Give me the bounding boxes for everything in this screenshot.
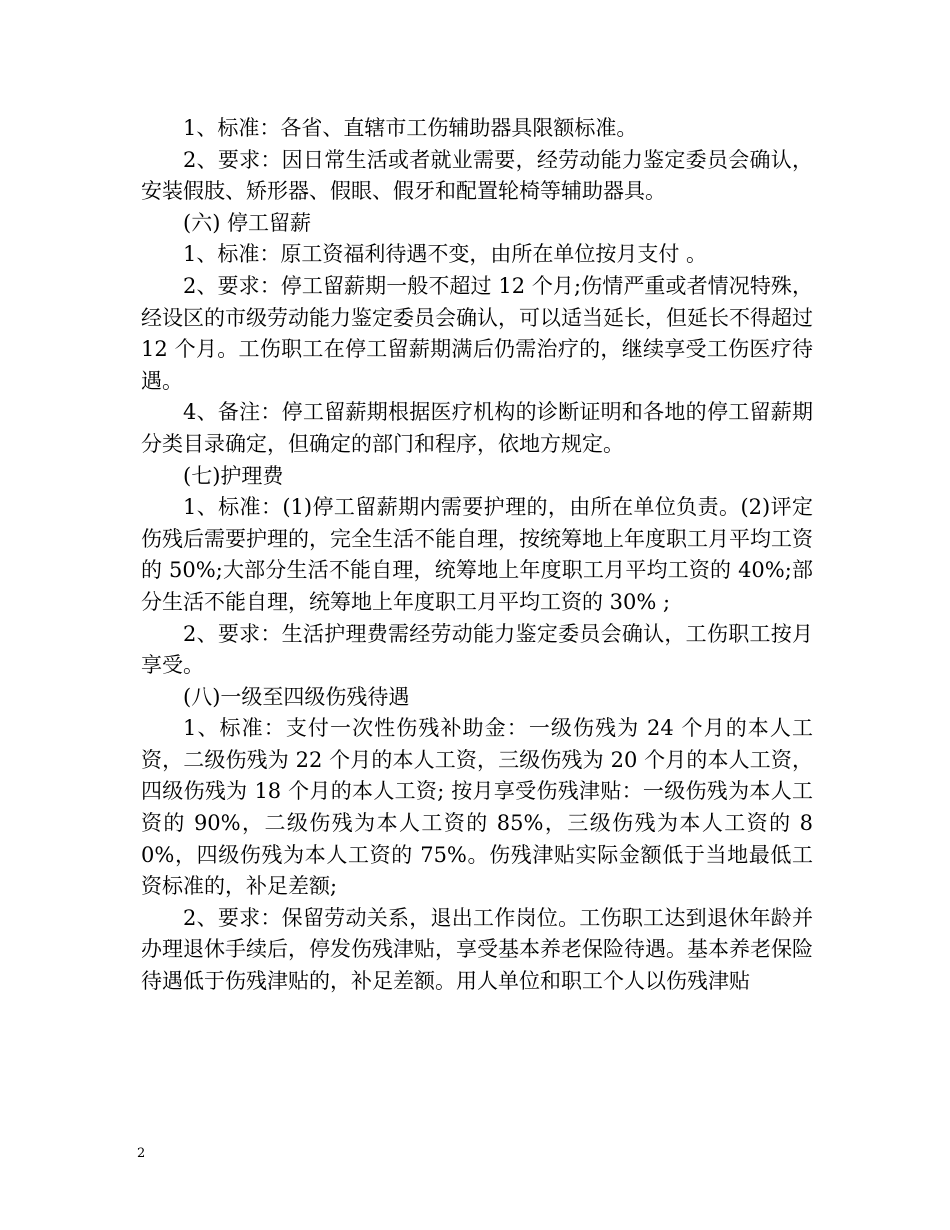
paragraph: 2、要求：保留劳动关系，退出工作岗位。工伤职工达到退休年龄并办理退休手续后，停发伤残津贴，享受基本养老保险待遇。基本养老保险待遇低于伤残津贴的，补足差额。用人单位和职工个人以伤残津贴	[141, 905, 813, 994]
paragraph: 1、标准：各省、直辖市工伤辅助器具限额标准。	[183, 116, 638, 140]
paragraph: 2、要求：停工留薪期一般不超过 12 个月;伤情严重或者情况特殊，经设区的市级劳动能力鉴定委员会确认，可以适当延长，但延长不得超过 12 个月。工伤职工在停工留薪期满后仍需治疗的，继续享受工伤医疗待遇。	[141, 273, 813, 393]
paragraph: 4、备注：停工留薪期根据医疗机构的诊断证明和各地的停工留薪期分类目录确定，但确定的部门和程序，依地方规定。	[141, 400, 813, 456]
document-body	[141, 113, 813, 998]
paragraph: 1、标准：原工资福利待遇不变，由所在单位按月支付 。	[183, 242, 708, 267]
paragraph: 2、要求：因日常生活或者就业需要，经劳动能力鉴定委员会确认，安装假肢、矫形器、假眼、假牙和配置轮椅等辅助器具。	[141, 147, 813, 204]
section-heading: (七)护理费	[183, 463, 284, 488]
page-number: 2	[137, 1146, 146, 1161]
paragraph: 2、要求：生活护理费需经劳动能力鉴定委员会确认，工伤职工按月享受。	[141, 621, 813, 678]
section-heading: (六) 停工留薪	[183, 210, 312, 235]
paragraph: 1、标准：支付一次性伤残补助金：一级伤残为 24 个月的本人工资，二级伤残为 22 个月的本人工资，三级伤残为 20 个月的本人工资，四级伤残为 18 个月的本人工资; 按月享受伤残津贴：一级伤残为本人工资的 90%，二级伤残为本人工资的 85%，三级伤残为本人工资的 80%，四级伤残为本人工资的 75%。伤残津贴实际金额低于当地最低工资标准的，补足差额;	[141, 716, 813, 899]
section-heading: (八)一级至四级伤残待遇	[183, 684, 410, 709]
paragraph: 1、标准：(1)停工留薪期内需要护理的，由所在单位负责。(2)评定伤残后需要护理的，完全生活不能自理，按统筹地上年度职工月平均工资的 50%;大部分生活不能自理，统筹地上年度职工月平均工资的 40%;部分生活不能自理，统筹地上年度职工月平均工资的 30% ;	[141, 495, 813, 614]
